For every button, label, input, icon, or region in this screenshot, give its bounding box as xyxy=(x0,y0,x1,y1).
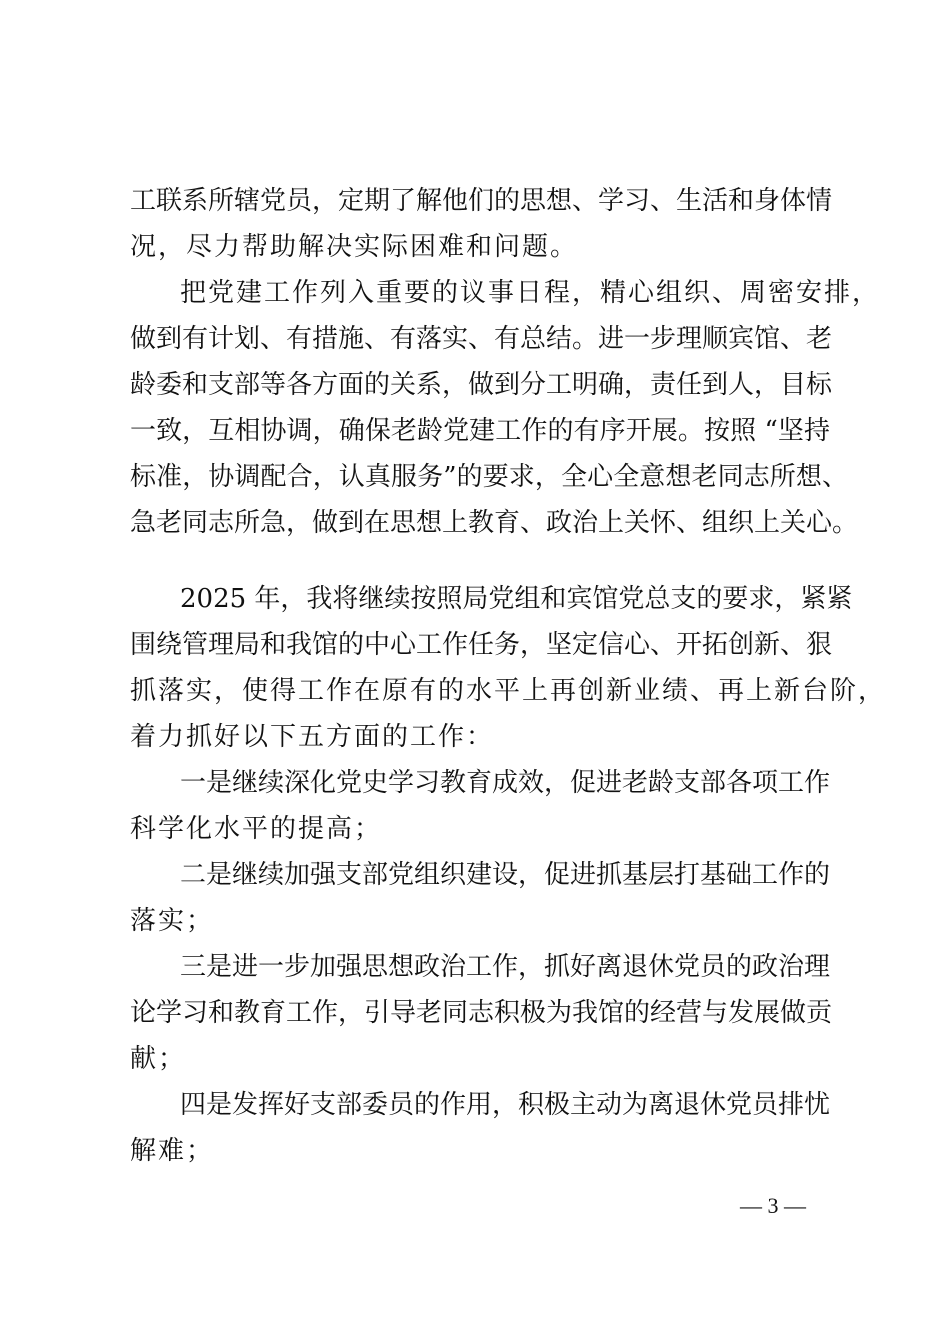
body-line-16: 落实； xyxy=(130,906,215,936)
body-line-18: 论学习和教育工作，引导老同志积极为我馆的经营与发展做贡 xyxy=(130,998,833,1028)
body-line-12: 着力抓好以下五方面的工作： xyxy=(130,722,495,752)
body-line-5: 龄委和支部等各方面的关系，做到分工明确，责任到人，目标 xyxy=(130,370,833,400)
body-line-1: 工联系所辖党员，定期了解他们的思想、学习、生活和身体情 xyxy=(130,186,833,216)
body-line-19: 献； xyxy=(130,1044,187,1074)
body-line-3: 把党建工作列入重要的议事日程，精心组织、周密安排， xyxy=(180,278,881,308)
body-line-9: 2025 年，我将继续按照局党组和宾馆党总支的要求，紧紧 xyxy=(180,584,853,614)
body-line-8: 急老同志所急，做到在思想上教育、政治上关怀、组织上关心。 xyxy=(130,508,859,538)
body-line-4: 做到有计划、有措施、有落实、有总结。进一步理顺宾馆、老 xyxy=(130,324,833,354)
body-line-7: 标准，协调配合，认真服务”的要求，全心全意想老同志所想、 xyxy=(130,462,848,492)
body-line-17: 三是进一步加强思想政治工作，抓好离退休党员的政治理 xyxy=(180,952,831,982)
page-number: — 3 — xyxy=(740,1193,806,1218)
body-line-14: 科学化水平的提高； xyxy=(130,814,383,844)
body-line-13: 一是继续深化党史学习教育成效，促进老龄支部各项工作 xyxy=(180,768,831,798)
body-line-20: 四是发挥好支部委员的作用，积极主动为离退休党员排忧 xyxy=(180,1090,831,1120)
body-line-21: 解难； xyxy=(130,1136,215,1166)
body-line-15: 二是继续加强支部党组织建设，促进抓基层打基础工作的 xyxy=(180,860,831,890)
body-line-10: 围绕管理局和我馆的中心工作任务，坚定信心、开拓创新、狠 xyxy=(130,630,833,660)
body-line-11: 抓落实，使得工作在原有的水平上再创新业绩、再上新台阶， xyxy=(130,676,887,706)
body-line-2: 况，尽力帮助解决实际困难和问题。 xyxy=(130,232,579,262)
body-line-6: 一致，互相协调，确保老龄党建工作的有序开展。按照 “坚持 xyxy=(130,416,830,446)
